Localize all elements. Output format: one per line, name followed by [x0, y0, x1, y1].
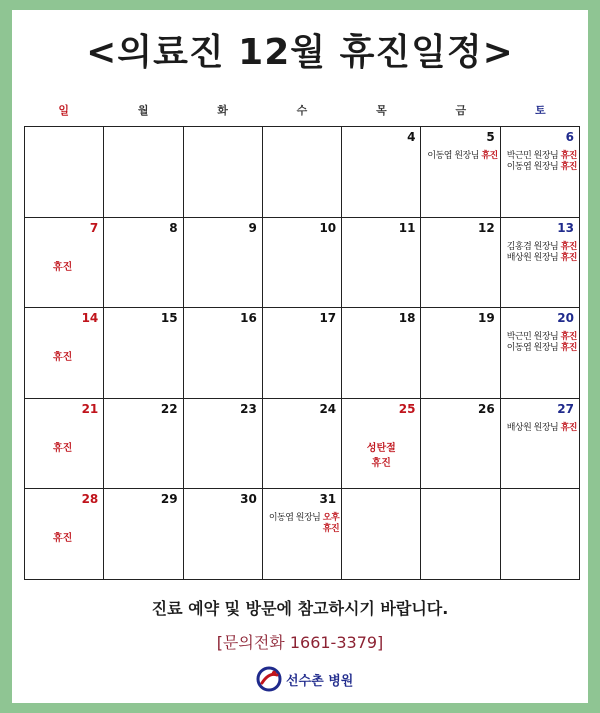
day-number: 31 — [319, 492, 337, 507]
day-cell-empty — [184, 127, 263, 218]
closed-label: 휴진 — [322, 524, 340, 535]
closure-notes — [501, 151, 577, 173]
doctor-name: 이동엽 원장님 — [427, 151, 479, 161]
day-number: 7 — [89, 220, 99, 235]
weekday-thu: 목 — [376, 104, 387, 117]
closure-notes — [501, 242, 577, 264]
day-cell-30 — [184, 489, 263, 580]
day-cell-23 — [184, 399, 263, 490]
day-number: 18 — [398, 311, 416, 326]
day-number: 4 — [407, 130, 416, 144]
closed-label: 휴진 — [560, 162, 577, 172]
day-number: 30 — [240, 492, 257, 507]
day-number: 8 — [169, 220, 178, 235]
closure-notes — [263, 513, 339, 535]
weekday-mon: 월 — [137, 104, 149, 117]
day-cell-empty — [421, 489, 500, 580]
holiday-note — [342, 439, 420, 469]
day-cell-14 — [25, 308, 104, 399]
day-cell-25 — [342, 399, 421, 490]
day-cell-9 — [184, 218, 263, 309]
day-cell-empty — [104, 127, 183, 218]
doctor-name: 배상원 원장님 — [506, 422, 559, 433]
day-cell-6 — [501, 127, 580, 218]
day-cell-15 — [104, 308, 183, 399]
day-cell-empty — [25, 127, 104, 218]
day-number: 28 — [81, 492, 99, 507]
day-number: 9 — [248, 220, 257, 235]
closed-label: 휴진 — [560, 332, 577, 343]
doctor-name: 이동엽 원장님 — [506, 343, 559, 354]
doctor-name: 김홍겸 원장님 — [506, 241, 559, 252]
day-cell-27 — [501, 399, 580, 490]
day-cell-4 — [342, 127, 421, 218]
closure-notes — [501, 423, 577, 434]
schedule-card — [12, 10, 588, 703]
day-number: 25 — [398, 401, 416, 416]
afternoon-label: 오후 — [322, 513, 340, 524]
day-number: 6 — [565, 130, 574, 144]
day-number: 24 — [319, 401, 337, 416]
day-cell-empty — [342, 489, 421, 580]
doctor-name: 배상원 원장님 — [506, 252, 559, 263]
day-cell-29 — [104, 489, 183, 580]
day-cell-16 — [184, 308, 263, 399]
day-number: 23 — [240, 401, 257, 416]
closure-notes — [421, 151, 497, 162]
closed-label: 휴진 — [560, 252, 577, 263]
day-cell-24 — [263, 399, 342, 490]
day-cell-17 — [263, 308, 342, 399]
day-number: 5 — [486, 130, 495, 144]
closed-label: 휴진 — [560, 343, 577, 354]
day-cell-empty — [263, 127, 342, 218]
day-number: 19 — [478, 311, 495, 326]
day-cell-21 — [25, 399, 104, 490]
day-cell-28 — [25, 489, 104, 580]
day-number: 14 — [81, 311, 99, 326]
closed-label: 휴진 — [53, 442, 73, 454]
calendar-grid — [24, 126, 580, 580]
day-number: 12 — [478, 220, 495, 235]
day-cell-13 — [501, 218, 580, 309]
day-cell-10 — [263, 218, 342, 309]
closed-label: 휴진 — [371, 457, 391, 469]
closed-label: 휴진 — [560, 422, 577, 433]
weekday-sat: 토 — [534, 104, 546, 117]
day-number: 20 — [557, 311, 574, 326]
day-number: 17 — [319, 311, 337, 326]
day-number: 29 — [160, 492, 178, 507]
weekday-tue: 화 — [217, 104, 228, 117]
day-cell-empty — [501, 489, 580, 580]
doctor-name: 박근민 원장님 — [506, 332, 559, 343]
closed-label: 휴진 — [53, 533, 73, 545]
footer-phone: [문의전화 1661-3379] — [216, 633, 384, 652]
day-cell-11 — [342, 218, 421, 309]
day-number: 13 — [557, 220, 574, 235]
holiday-label: 성탄절 — [366, 442, 396, 454]
day-cell-22 — [104, 399, 183, 490]
day-number: 27 — [557, 401, 574, 416]
closed-label: 휴진 — [53, 352, 73, 364]
day-cell-19 — [421, 308, 500, 399]
closed-label: 휴진 — [560, 241, 577, 252]
runner-logo-icon — [256, 666, 282, 692]
footer-message: 진료 예약 및 방문에 참고하시기 바랍니다. — [151, 599, 449, 618]
day-cell-26 — [421, 399, 500, 490]
day-number: 22 — [160, 401, 178, 416]
day-cell-12 — [421, 218, 500, 309]
doctor-name: 박근민 원장님 — [506, 151, 559, 161]
day-cell-18 — [342, 308, 421, 399]
doctor-name: 이동엽 원장님 — [268, 513, 321, 524]
day-cell-20 — [501, 308, 580, 399]
day-number: 26 — [478, 401, 495, 416]
closed-label: 휴진 — [53, 261, 73, 273]
day-number: 21 — [81, 401, 99, 416]
day-cell-5 — [421, 127, 500, 218]
hospital-logo — [256, 666, 353, 692]
day-number: 10 — [319, 220, 337, 235]
closed-label: 휴진 — [560, 151, 577, 161]
doctor-name: 이동엽 원장님 — [506, 162, 559, 172]
day-number: 16 — [240, 311, 257, 326]
day-cell-31 — [263, 489, 342, 580]
day-number: 11 — [398, 220, 416, 235]
closed-label: 휴진 — [481, 151, 498, 161]
closure-notes — [501, 332, 577, 354]
weekday-fri: 금 — [455, 104, 467, 117]
weekday-header — [24, 102, 580, 122]
weekday-wed: 수 — [296, 104, 308, 117]
hospital-name: 선수촌 병원 — [286, 673, 354, 689]
day-number: 15 — [160, 311, 178, 326]
day-cell-8 — [104, 218, 183, 309]
weekday-sun: 일 — [58, 104, 70, 117]
page-title: <의료진 12월 휴진일정> — [86, 32, 514, 73]
day-cell-7 — [25, 218, 104, 309]
